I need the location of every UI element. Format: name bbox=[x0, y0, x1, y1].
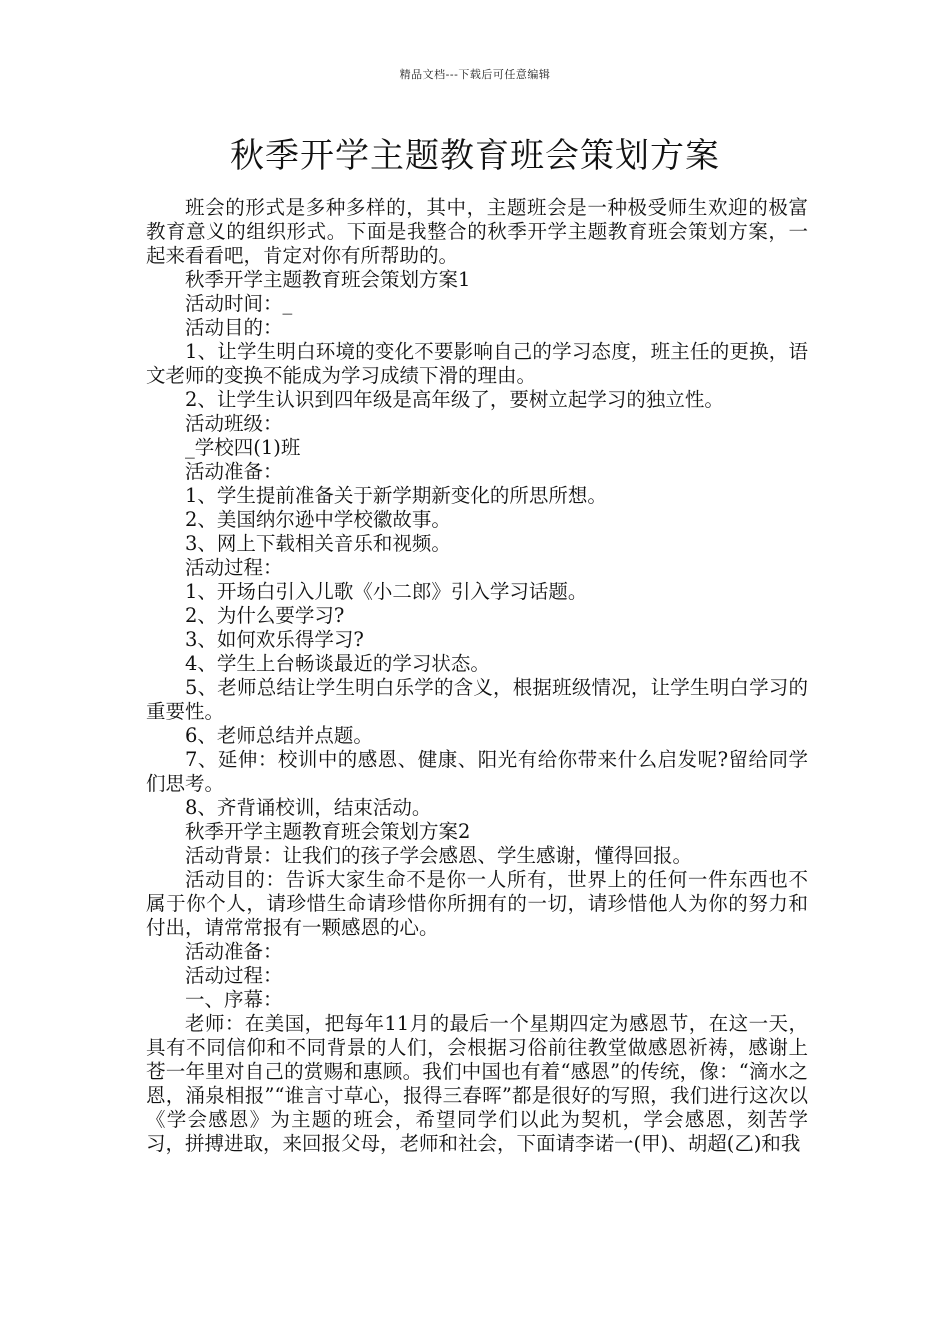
process-item-7: 7、延伸：校训中的感恩、健康、阳光有给你带来什么启发呢?留给同学们思考。 bbox=[146, 748, 808, 795]
goal-item-1: 1、让学生明白环境的变化不要影响自己的学习态度，班主任的更换，语文老师的变换不能成为学习成绩下滑的理由。 bbox=[146, 340, 808, 387]
page-header-note: 精品文档---下载后可任意编辑 bbox=[399, 68, 551, 81]
process-item-2: 2、为什么要学习? bbox=[185, 604, 345, 627]
activity-class-label: 活动班级： bbox=[185, 412, 283, 435]
intro-paragraph: 班会的形式是多种多样的，其中，主题班会是一种极受师生欢迎的极富教育意义的组织形式。下面是我整合的秋季开学主题教育班会策划方案，一起来看看吧，肯定对你有所帮助的。 bbox=[146, 196, 808, 267]
prologue-label: 一、序幕： bbox=[185, 988, 283, 1011]
goal-item-2: 2、让学生认识到四年级是高年级了，要树立起学习的独立性。 bbox=[185, 388, 724, 411]
activity-time-line: 活动时间：_ bbox=[185, 292, 293, 315]
activity-prep-label: 活动准备： bbox=[185, 460, 283, 483]
activity-background-line: 活动背景：让我们的孩子学会感恩、学生感谢，懂得回报。 bbox=[185, 844, 693, 867]
activity-prep-label-2: 活动准备： bbox=[185, 940, 283, 963]
process-item-8: 8、齐背诵校训，结束活动。 bbox=[185, 796, 432, 819]
activity-process-label-2: 活动过程： bbox=[185, 964, 283, 987]
document-title: 秋季开学主题教育班会策划方案 bbox=[230, 136, 720, 176]
activity-goal-paragraph: 活动目的：告诉大家生命不是你一人所有，世界上的任何一件东西也不属于你个人，请珍惜生命请珍惜你所拥有的一切，请珍惜他人为你的努力和付出，请常常报有一颗感恩的心。 bbox=[146, 868, 808, 939]
activity-goal-label: 活动目的： bbox=[185, 316, 283, 339]
process-item-4: 4、学生上台畅谈最近的学习状态。 bbox=[185, 652, 490, 675]
activity-class-value: _学校四(1)班 bbox=[185, 436, 301, 459]
teacher-speech-paragraph: 老师：在美国，把每年11月的最后一个星期四定为感恩节，在这一天，具有不同信仰和不同背景的人们，会根据习俗前往教堂做感恩祈祷，感谢上苍一年里对自己的赏赐和惠顾。我们中国也有着“感恩”的传统，像：“滴水之恩，涌泉相报”“谁言寸草心，报得三春晖”都是很好的写照，我们进行这次以《学会感恩》为主题的班会，希望同学们以此为契机，学会感恩，刻苦学习，拼搏进取，来回报父母，老师和社会，下面请李诺一(甲)、胡超(乙)和我 bbox=[146, 1012, 808, 1155]
prep-item-2: 2、美国纳尔逊中学校徽故事。 bbox=[185, 508, 451, 531]
document-body bbox=[146, 196, 808, 1156]
process-item-1: 1、开场白引入儿歌《小二郎》引入学习话题。 bbox=[185, 580, 588, 603]
process-item-3: 3、如何欢乐得学习? bbox=[185, 628, 364, 651]
prep-item-1: 1、学生提前准备关于新学期新变化的所思所想。 bbox=[185, 484, 607, 507]
process-item-5: 5、老师总结让学生明白乐学的含义，根据班级情况，让学生明白学习的重要性。 bbox=[146, 676, 808, 723]
activity-process-label: 活动过程： bbox=[185, 556, 283, 579]
prep-item-3: 3、网上下载相关音乐和视频。 bbox=[185, 532, 451, 555]
section-heading-plan-2: 秋季开学主题教育班会策划方案2 bbox=[185, 820, 471, 843]
process-item-6: 6、老师总结并点题。 bbox=[185, 724, 373, 747]
section-heading-plan-1: 秋季开学主题教育班会策划方案1 bbox=[185, 268, 471, 291]
